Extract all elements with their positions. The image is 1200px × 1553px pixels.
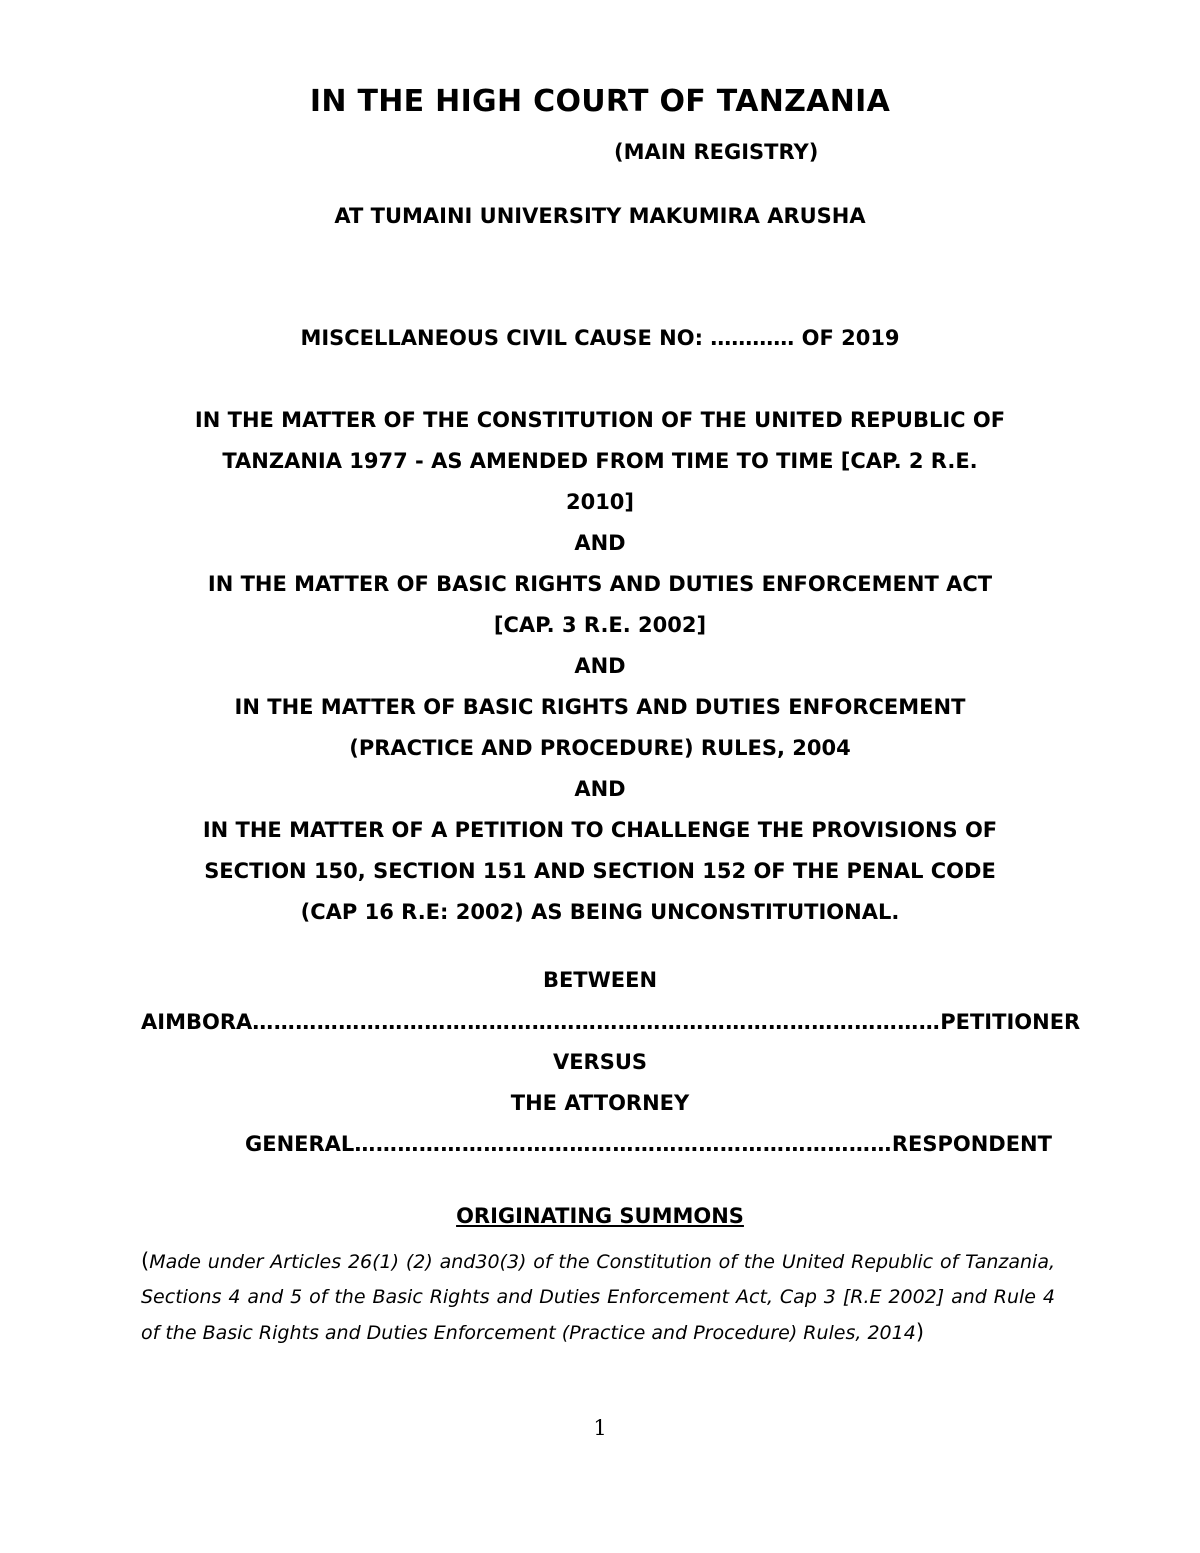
authority-paragraph bbox=[141, 1244, 1055, 1351]
petitioner-name: AIMBORA bbox=[141, 1010, 253, 1034]
court-title: IN THE HIGH COURT OF TANZANIA bbox=[309, 84, 891, 119]
page-number: 1 bbox=[593, 1416, 607, 1440]
matter-line-2: TANZANIA 1977 - AS AMENDED FROM TIME TO TIME [CAP. 2 R.E. bbox=[222, 449, 978, 473]
matter-line-1: IN THE MATTER OF THE CONSTITUTION OF THE UNITED REPUBLIC OF bbox=[194, 408, 1006, 432]
petitioner-leader-dots: …………………………………………………………………………………… bbox=[252, 1010, 941, 1034]
and-separator-2: AND bbox=[574, 654, 626, 678]
petitioner-role: PETITIONER bbox=[940, 1010, 1081, 1034]
matter-line-3: 2010] bbox=[565, 490, 635, 514]
matter-line-4: IN THE MATTER OF BASIC RIGHTS AND DUTIES ENFORCEMENT ACT bbox=[207, 572, 993, 596]
matter-line-9: SECTION 150, SECTION 151 AND SECTION 152 OF THE PENAL CODE bbox=[204, 859, 996, 883]
and-separator-1: AND bbox=[574, 531, 626, 555]
respondent-line-1: THE ATTORNEY bbox=[510, 1091, 690, 1115]
matter-line-10: (CAP 16 R.E: 2002) AS BEING UNCONSTITUTIONAL. bbox=[300, 900, 900, 924]
matter-line-7: (PRACTICE AND PROCEDURE) RULES, 2004 bbox=[349, 736, 851, 760]
court-location: AT TUMAINI UNIVERSITY MAKUMIRA ARUSHA bbox=[334, 204, 866, 228]
matter-line-6: IN THE MATTER OF BASIC RIGHTS AND DUTIES ENFORCEMENT bbox=[234, 695, 966, 719]
respondent-role: RESPONDENT bbox=[891, 1132, 1052, 1156]
authority-text: Made under Articles 26(1) (2) and30(3) of the Constitution of the United Republic of Tanzania, Sections 4 and 5 of the Basic Rights and Duties Enforcement Act, Cap 3 [R.E 2002] and Rule 4 of the Basic Rights and Duties Enforcement (Practice and Procedure) Rules, 2014 bbox=[141, 1251, 1055, 1344]
matter-line-5: [CAP. 3 R.E. 2002] bbox=[493, 613, 707, 637]
respondent-line bbox=[245, 1132, 1052, 1156]
versus-label: VERSUS bbox=[552, 1050, 648, 1074]
cause-number: MISCELLANEOUS CIVIL CAUSE NO: ………… OF 2019 bbox=[300, 326, 900, 350]
open-parenthesis: ( bbox=[141, 1249, 150, 1273]
and-separator-3: AND bbox=[574, 777, 626, 801]
respondent-name: GENERAL bbox=[245, 1132, 355, 1156]
close-parenthesis: ) bbox=[915, 1320, 925, 1344]
matter-line-8: IN THE MATTER OF A PETITION TO CHALLENGE THE PROVISIONS OF bbox=[202, 818, 998, 842]
between-label: BETWEEN bbox=[542, 968, 658, 992]
registry-label: (MAIN REGISTRY) bbox=[614, 140, 819, 164]
petitioner-line bbox=[141, 1010, 1081, 1034]
respondent-leader-dots: ………………………………………………………………… bbox=[354, 1132, 892, 1156]
originating-summons-heading: ORIGINATING SUMMONS bbox=[456, 1204, 744, 1228]
